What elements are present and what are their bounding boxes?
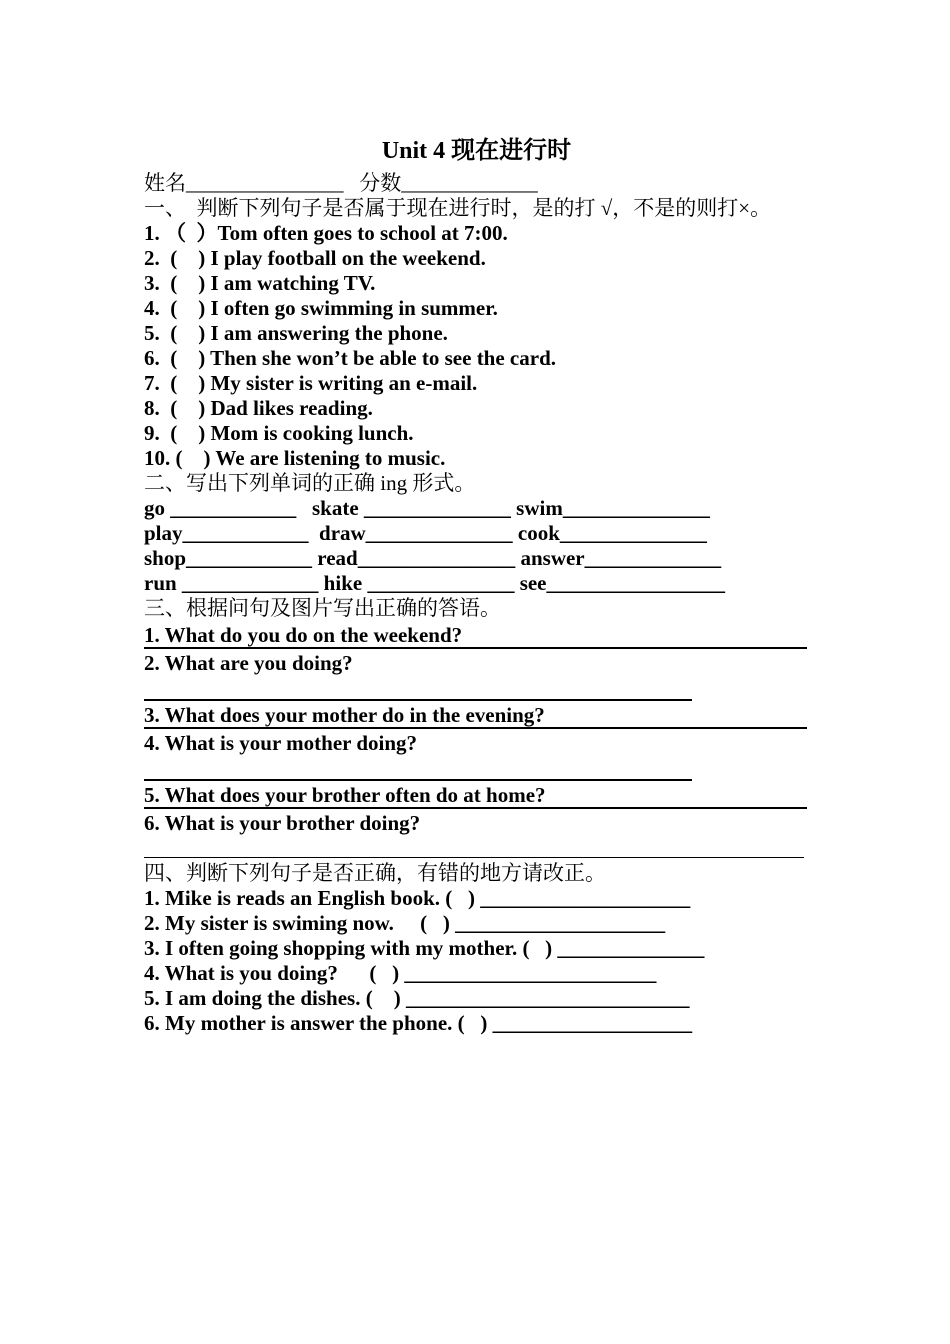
section3-question: 3. What does your mother do in the evening? — [144, 701, 807, 729]
section1-item: 9. ( ) Mom is cooking lunch. — [144, 421, 414, 445]
section2-row: run _____________ hike ______________ see_________________ — [144, 571, 726, 595]
answer-line — [144, 835, 804, 858]
section4-item: 5. I am doing the dishes. ( ) ___________________________ — [144, 986, 690, 1010]
section1-item: 1. （ ）Tom often goes to school at 7:00. — [144, 221, 508, 245]
section1-item: 7. ( ) My sister is writing an e-mail. — [144, 371, 478, 395]
section3-question: 1. What do you do on the weekend? — [144, 621, 807, 649]
section2-row: play____________ draw______________ cook______________ — [144, 521, 707, 545]
section1-heading: 一、 判断下列句子是否属于现在进行时，是的打 √，不是的则打×。 — [144, 196, 772, 220]
section3-heading: 三、根据问句及图片写出正确的答语。 — [144, 596, 501, 620]
section4-item: 4. What is you doing? ( ) ________________________ — [144, 961, 657, 985]
name-score-line: 姓名_______________ 分数_____________ — [144, 171, 538, 195]
section4-heading: 四、判断下列句子是否正确，有错的地方请改正。 — [144, 861, 606, 885]
section1-item: 3. ( ) I am watching TV. — [144, 271, 376, 295]
worksheet-content — [144, 134, 809, 1036]
section4-item: 6. My mother is answer the phone. ( ) ___________________ — [144, 1011, 693, 1035]
section4-item: 2. My sister is swiming now. ( ) ____________________ — [144, 911, 666, 935]
section2-heading: 二、写出下列单词的正确 ing 形式。 — [144, 471, 476, 495]
section1-item: 6. ( ) Then she won’t be able to see the card. — [144, 346, 557, 370]
section1-item: 4. ( ) I often go swimming in summer. — [144, 296, 498, 320]
section1-item: 5. ( ) I am answering the phone. — [144, 321, 448, 345]
section3-question: 5. What does your brother often do at home? — [144, 781, 807, 809]
section2-row: go ____________ skate ______________ swim______________ — [144, 496, 710, 520]
section1-item: 2. ( ) I play football on the weekend. — [144, 246, 486, 270]
section1-item: 10. ( ) We are listening to music. — [144, 446, 446, 470]
section3-question: 2. What are you doing? — [144, 651, 353, 675]
section1-item: 8. ( ) Dad likes reading. — [144, 396, 373, 420]
answer-line — [144, 755, 692, 781]
section3-question: 4. What is your mother doing? — [144, 731, 418, 755]
section4-item: 1. Mike is reads an English book. ( ) ____________________ — [144, 886, 691, 910]
page-title: Unit 4 现在进行时 — [381, 138, 572, 164]
answer-line — [144, 675, 692, 701]
section3-question: 6. What is your brother doing? — [144, 811, 421, 835]
section4-item: 3. I often going shopping with my mother. ( ) ______________ — [144, 936, 705, 960]
section2-row: shop____________ read_______________ answer_____________ — [144, 546, 722, 570]
